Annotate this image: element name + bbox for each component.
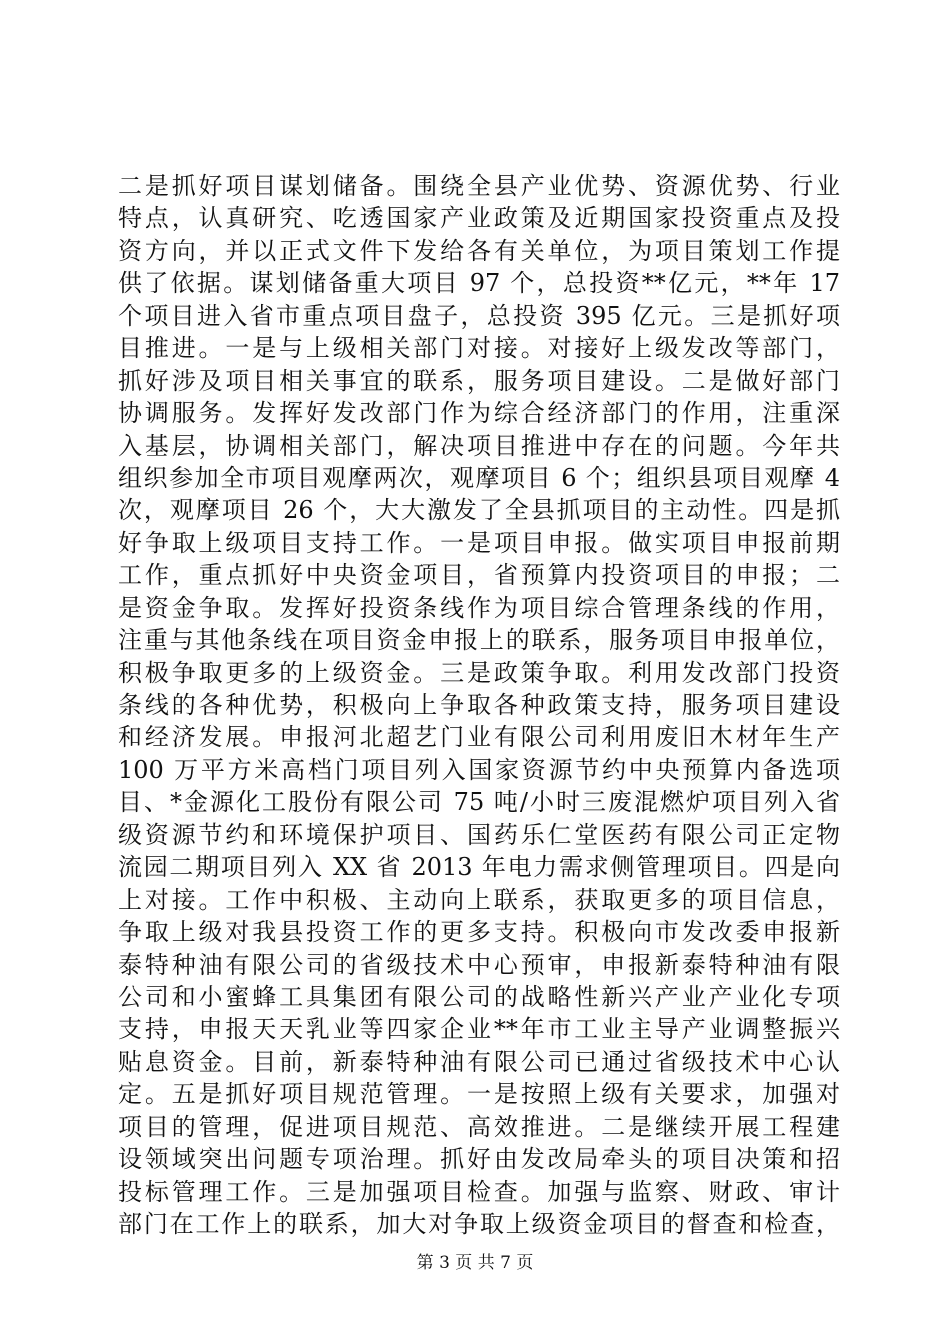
text-line: 次，观摩项目 26 个，大大激发了全县抓项目的主动性。四是抓: [118, 496, 840, 525]
text-line: 部门在工作上的联系，加大对争取上级资金项目的督查和检查，: [118, 1210, 840, 1238]
text-line: 供了依据。谋划储备重大项目 97 个，总投资**亿元，**年 17: [118, 269, 840, 298]
text-line: 定。五是抓好项目规范管理。一是按照上级有关要求，加强对: [118, 1080, 840, 1109]
text-line: 入基层，协调相关部门，解决项目推进中存在的问题。今年共: [118, 431, 840, 460]
text-line: 级资源节约和环境保护项目、国药乐仁堂医药有限公司正定物: [118, 820, 840, 849]
text-line: 协调服务。发挥好发改部门作为综合经济部门的作用，注重深: [118, 399, 840, 428]
text-line: 公司和小蜜蜂工具集团有限公司的战略性新兴产业产业化专项: [118, 982, 840, 1011]
text-line: 个项目进入省市重点项目盘子，总投资 395 亿元。三是抓好项: [118, 301, 840, 330]
text-line: 资方向，并以正式文件下发给各有关单位，为项目策划工作提: [118, 236, 840, 265]
text-line: 上对接。工作中积极、主动向上联系，获取更多的项目信息，: [118, 885, 840, 914]
text-line: 和经济发展。申报河北超艺门业有限公司利用废旧木材年生产: [118, 723, 840, 752]
text-line: 泰特种油有限公司的省级技术中心预审，申报新泰特种油有限: [118, 950, 840, 979]
text-line: 抓好涉及项目相关事宜的联系，服务项目建设。二是做好部门: [118, 366, 840, 395]
text-line: 投标管理工作。三是加强项目检查。加强与监察、财政、审计: [118, 1177, 840, 1206]
text-line: 好争取上级项目支持工作。一是项目申报。做实项目申报前期: [118, 528, 840, 557]
text-line: 设领域突出问题专项治理。抓好由发改局牵头的项目决策和招: [118, 1145, 840, 1174]
text-line: 争取上级对我县投资工作的更多支持。积极向市发改委申报新: [118, 918, 840, 947]
text-line: 注重与其他条线在项目资金申报上的联系，服务项目申报单位，: [118, 626, 840, 655]
text-line: 目、*金源化工股份有限公司 75 吨/小时三废混燃炉项目列入省: [118, 788, 840, 817]
text-line: 积极争取更多的上级资金。三是政策争取。利用发改部门投资: [118, 658, 840, 687]
text-line: 项目的管理，促进项目规范、高效推进。二是继续开展工程建: [118, 1112, 840, 1141]
text-line: 工作，重点抓好中央资金项目，省预算内投资项目的申报；二: [118, 561, 840, 590]
page-footer: 第 3 页 共 7 页: [416, 1253, 534, 1273]
text-line: 特点，认真研究、吃透国家产业政策及近期国家投资重点及投: [118, 204, 840, 233]
document-body: [118, 170, 840, 1240]
text-line: 100 万平方米高档门项目列入国家资源节约中央预算内备选项: [118, 755, 840, 784]
text-line: 二是抓好项目谋划储备。围绕全县产业优势、资源优势、行业: [118, 172, 840, 200]
text-line: 贴息资金。目前，新泰特种油有限公司已通过省级技术中心认: [118, 1047, 840, 1076]
text-line: 组织参加全市项目观摩两次，观摩项目 6 个；组织县项目观摩 4: [118, 463, 840, 492]
text-line: 目推进。一是与上级相关部门对接。对接好上级发改等部门，: [118, 334, 840, 363]
text-line: 是资金争取。发挥好投资条线作为项目综合管理条线的作用，: [118, 593, 840, 622]
text-line: 条线的各种优势，积极向上争取各种政策支持，服务项目建设: [118, 691, 840, 719]
text-line: 流园二期项目列入 XX 省 2013 年电力需求侧管理项目。四是向: [118, 853, 840, 882]
text-line: 支持，申报天天乳业等四家企业**年市工业主导产业调整振兴: [118, 1015, 840, 1044]
